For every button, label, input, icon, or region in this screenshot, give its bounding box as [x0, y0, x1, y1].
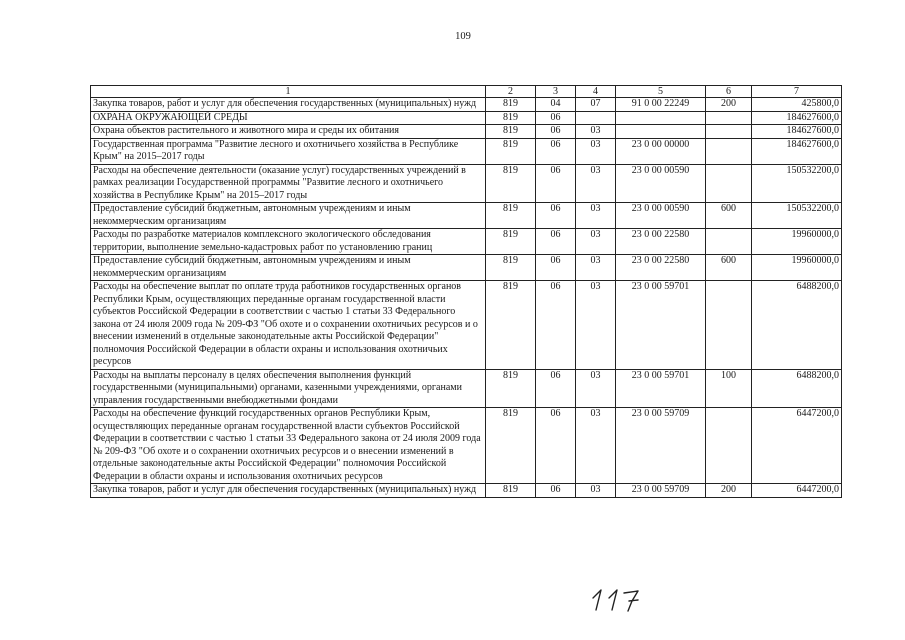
ministry-code: 819 [486, 111, 536, 125]
expense-type-code: 100 [706, 369, 752, 408]
handwritten-sheet-number [588, 584, 648, 614]
expense-type-code [706, 164, 752, 203]
target-article-code: 23 0 00 22580 [616, 255, 706, 281]
row-description: Закупка товаров, работ и услуг для обеспечения государственных (муниципальных) нужд [91, 98, 486, 112]
subsection-code: 03 [576, 281, 616, 370]
subsection-code: 03 [576, 164, 616, 203]
row-description: Закупка товаров, работ и услуг для обеспечения государственных (муниципальных) нужд [91, 484, 486, 498]
amount: 184627600,0 [752, 138, 842, 164]
row-description: Расходы на выплаты персоналу в целях обеспечения выполнения функций государственными (муниципальными) органами, казенными учреждениями, органами управления государственными внебюджетными фондами [91, 369, 486, 408]
section-code: 06 [536, 255, 576, 281]
row-description: Охрана объектов растительного и животного мира и среды их обитания [91, 125, 486, 139]
amount: 6447200,0 [752, 484, 842, 498]
table-row [91, 229, 842, 255]
ministry-code: 819 [486, 164, 536, 203]
amount: 19960000,0 [752, 255, 842, 281]
table-row [91, 164, 842, 203]
target-article-code: 23 0 00 59709 [616, 408, 706, 484]
amount: 150532200,0 [752, 203, 842, 229]
expense-type-code: 200 [706, 98, 752, 112]
table-row [91, 408, 842, 484]
expense-type-code: 200 [706, 484, 752, 498]
subsection-code: 03 [576, 369, 616, 408]
col-header-4: 4 [576, 86, 616, 98]
table-row [91, 138, 842, 164]
row-description: Государственная программа "Развитие лесного и охотничьего хозяйства в Республике Крым" на 2015–2017 годы [91, 138, 486, 164]
col-header-5: 5 [616, 86, 706, 98]
amount: 6488200,0 [752, 281, 842, 370]
subsection-code [576, 111, 616, 125]
subsection-code: 03 [576, 408, 616, 484]
target-article-code: 23 0 00 00000 [616, 138, 706, 164]
section-code: 06 [536, 408, 576, 484]
table-row [91, 484, 842, 498]
section-code: 06 [536, 369, 576, 408]
subsection-code: 03 [576, 125, 616, 139]
target-article-code: 23 0 00 59701 [616, 281, 706, 370]
amount: 6447200,0 [752, 408, 842, 484]
ministry-code: 819 [486, 229, 536, 255]
target-article-code: 23 0 00 22580 [616, 229, 706, 255]
subsection-code: 03 [576, 138, 616, 164]
section-code: 04 [536, 98, 576, 112]
ministry-code: 819 [486, 408, 536, 484]
section-code: 06 [536, 138, 576, 164]
subsection-code: 03 [576, 203, 616, 229]
ministry-code: 819 [486, 125, 536, 139]
col-header-3: 3 [536, 86, 576, 98]
table-row [91, 255, 842, 281]
expense-type-code [706, 408, 752, 484]
ministry-code: 819 [486, 281, 536, 370]
table-row [91, 281, 842, 370]
amount: 425800,0 [752, 98, 842, 112]
col-header-6: 6 [706, 86, 752, 98]
target-article-code [616, 111, 706, 125]
target-article-code [616, 125, 706, 139]
ministry-code: 819 [486, 138, 536, 164]
ministry-code: 819 [486, 369, 536, 408]
expense-type-code [706, 229, 752, 255]
expense-type-code [706, 281, 752, 370]
expense-type-code: 600 [706, 255, 752, 281]
row-description: Расходы по разработке материалов комплексного экологического обследования территории, выполнение земельно-кадастровых работ по установлению границ [91, 229, 486, 255]
budget-table [90, 85, 842, 498]
table-row [91, 203, 842, 229]
amount: 19960000,0 [752, 229, 842, 255]
amount: 6488200,0 [752, 369, 842, 408]
ministry-code: 819 [486, 203, 536, 229]
table-row [91, 98, 842, 112]
expense-type-code: 600 [706, 203, 752, 229]
col-header-1: 1 [91, 86, 486, 98]
target-article-code: 23 0 00 00590 [616, 203, 706, 229]
amount: 184627600,0 [752, 125, 842, 139]
row-description: Предоставление субсидий бюджетным, автономным учреждениям и иным некоммерческим организациям [91, 255, 486, 281]
section-code: 06 [536, 111, 576, 125]
subsection-code: 03 [576, 484, 616, 498]
row-description: Расходы на обеспечение выплат по оплате труда работников государственных органов Республики Крым, осуществляющих переданные органам государственной власти субъектов Российской Федерации в соответствии с частью 1 статьи 33 Федерального закона от 24 июля 2009 года № 209-ФЗ "Об охоте и о сохранении охотничьих ресурсов и о внесении изменений в отдельные законодательные акты Российской Федерации" полномочия Российской Федерации в области охраны и использования охотничьих ресурсов [91, 281, 486, 370]
subsection-code: 03 [576, 255, 616, 281]
section-code: 06 [536, 484, 576, 498]
section-code: 06 [536, 203, 576, 229]
ministry-code: 819 [486, 255, 536, 281]
ministry-code: 819 [486, 98, 536, 112]
row-description: ОХРАНА ОКРУЖАЮЩЕЙ СРЕДЫ [91, 111, 486, 125]
col-header-7: 7 [752, 86, 842, 98]
amount: 150532200,0 [752, 164, 842, 203]
expense-type-code [706, 138, 752, 164]
row-description: Предоставление субсидий бюджетным, автономным учреждениям и иным некоммерческим организациям [91, 203, 486, 229]
page-number: 109 [455, 31, 471, 42]
section-code: 06 [536, 281, 576, 370]
target-article-code: 23 0 00 59701 [616, 369, 706, 408]
table-row [91, 125, 842, 139]
target-article-code: 23 0 00 59709 [616, 484, 706, 498]
target-article-code: 91 0 00 22249 [616, 98, 706, 112]
target-article-code: 23 0 00 00590 [616, 164, 706, 203]
amount: 184627600,0 [752, 111, 842, 125]
section-code: 06 [536, 164, 576, 203]
expense-type-code [706, 125, 752, 139]
table-row [91, 369, 842, 408]
subsection-code: 03 [576, 229, 616, 255]
expense-type-code [706, 111, 752, 125]
table-row [91, 111, 842, 125]
section-code: 06 [536, 125, 576, 139]
subsection-code: 07 [576, 98, 616, 112]
ministry-code: 819 [486, 484, 536, 498]
row-description: Расходы на обеспечение деятельности (оказание услуг) государственных учреждений в рамках реализации Государственной программы "Развитие лесного и охотничьего хозяйства в Республике Крым" на 2015–2017 годы [91, 164, 486, 203]
col-header-2: 2 [486, 86, 536, 98]
header-row [91, 86, 842, 98]
row-description: Расходы на обеспечение функций государственных органов Республики Крым, осуществляющих переданные органам государственной власти субъектов Российской Федерации в соответствии с частью 1 статьи 33 Федерального закона от 24 июля 2009 года № 209-ФЗ "Об охоте и о сохранении охотничьих ресурсов и о внесении изменений в отдельные законодательные акты Российской Федерации" полномочия Российской Федерации в области охраны и использования охотничьих ресурсов [91, 408, 486, 484]
section-code: 06 [536, 229, 576, 255]
